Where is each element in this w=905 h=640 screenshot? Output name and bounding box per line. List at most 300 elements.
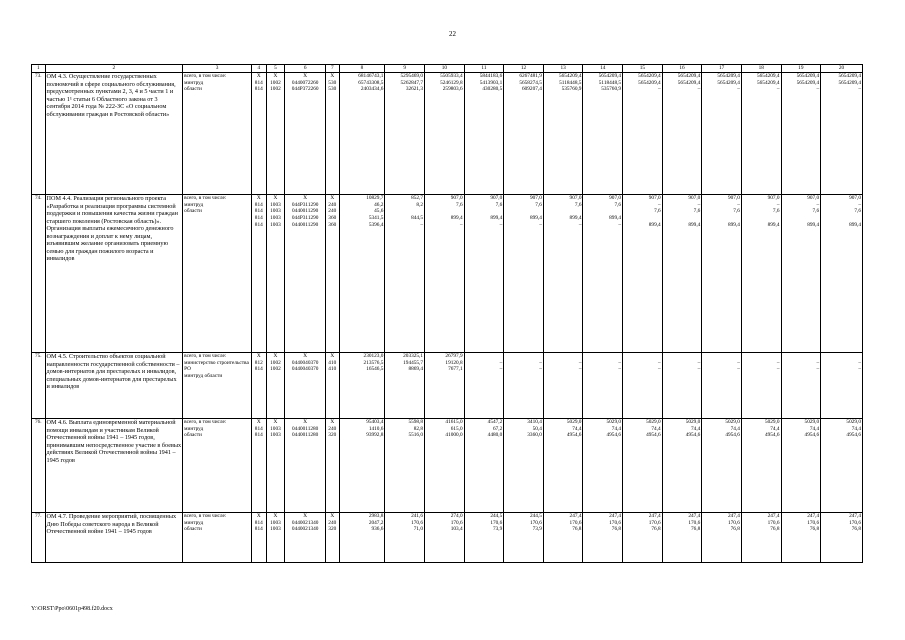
cell-line: 7677,1	[448, 366, 463, 373]
cell-line: 26797,9	[445, 353, 463, 359]
cell-line: Х	[256, 73, 261, 79]
cell-line	[743, 353, 780, 360]
cell-line: 899,4	[688, 221, 701, 228]
cell-line: 7,6	[693, 208, 701, 215]
amount-cell	[583, 195, 623, 353]
cell-line: 213576,5	[363, 359, 384, 366]
cell-line: 74,4	[611, 425, 622, 432]
cell-line: 4480,0	[487, 432, 503, 439]
cell-line	[386, 208, 423, 215]
cell-line: 7,6	[733, 208, 740, 215]
cell-line: 73,9	[532, 526, 542, 533]
cell-line: Х	[256, 513, 261, 519]
cell-line: –	[737, 86, 740, 93]
cell-line	[783, 215, 820, 222]
cell-line: –	[816, 359, 820, 366]
amount-cell	[623, 353, 663, 419]
cell-line: 4954,6	[846, 432, 861, 439]
cell-line: 8869,4	[408, 366, 424, 373]
cell-line: 50,4	[532, 425, 542, 432]
cell-line	[466, 208, 503, 215]
cell-line: 7,6	[614, 201, 622, 208]
column-header: 9	[385, 65, 425, 73]
cell-line: 899,4	[648, 221, 661, 228]
column-header: 4	[251, 65, 266, 73]
cell-line: 74,4	[809, 425, 820, 432]
cell-line: Х	[330, 73, 335, 79]
cell-line	[545, 353, 582, 360]
cell-line: 1003	[270, 201, 281, 208]
cell-line: 4954,6	[804, 432, 820, 439]
table-row	[32, 73, 863, 195]
amount-cell	[702, 195, 742, 353]
amount-cell	[339, 73, 385, 195]
cell-line: 1410,6	[368, 425, 384, 432]
column-header: 17	[702, 65, 742, 73]
cell-line: –	[776, 359, 780, 366]
cell-line: 5413903,1	[479, 79, 503, 86]
cell-line: 10829,7	[366, 195, 384, 201]
amount-cell	[702, 513, 742, 563]
cell-line: 5654209,4	[838, 73, 861, 79]
header-row	[32, 65, 863, 73]
cell-line: 45,6	[374, 208, 384, 215]
cell-line: Х	[256, 353, 261, 359]
cell-line	[584, 353, 621, 360]
amount-cell	[543, 195, 583, 353]
target-article-code	[285, 353, 326, 419]
amount-cell	[464, 73, 504, 195]
amount-cell	[623, 419, 663, 513]
grbs-code	[251, 195, 266, 353]
cell-line: 32621,3	[405, 86, 424, 93]
cell-line: 4954,6	[566, 432, 582, 439]
cell-line: 530	[328, 86, 337, 93]
measure-name: ОМ 4.6. Выплата единовременной материальной помощи инвалидам и участникам Великой Отечественной войны 1941 – 1945 годов, принимавшим непосредственное участие в боевых действиях Великой Отечественной войны 1941 – 1945 годов	[45, 419, 183, 513]
cell-line: –	[539, 359, 542, 366]
cell-line: 852,7	[411, 195, 424, 201]
cell-line: –	[858, 366, 861, 373]
cell-line: Х	[330, 513, 335, 519]
amount-cell	[583, 513, 623, 563]
amount-cell	[781, 513, 821, 563]
cell-line: министерство строительства РО	[184, 359, 249, 373]
table-row	[32, 419, 863, 513]
cell-line: области	[184, 526, 202, 533]
amount-cell	[464, 353, 504, 419]
column-header: 11	[464, 65, 504, 73]
cell-line: 76,8	[851, 526, 861, 533]
column-header: 1	[32, 65, 46, 73]
cell-line: 814	[254, 526, 263, 533]
measure-name: ПОМ 4.4. Реализация регионального проекта «Разработка и реализация программы системной поддержки и повышения качества жизни граждан старшего поколения (Ростовская область)». Организация выплаты ежемесячного денежного вознаграждения и доплат к нему лицам, изъявившим желание организовать приемную семью для граждан пожилого возраста и инвалидов	[45, 195, 183, 353]
cell-line: –	[697, 366, 701, 373]
cell-line: 71,0	[413, 526, 424, 533]
cell-line: 907,0	[609, 195, 622, 201]
amount-cell	[339, 513, 385, 563]
cell-line: 2047,2	[368, 519, 384, 526]
cell-line	[743, 215, 780, 222]
cell-line: Х	[330, 419, 335, 425]
cell-line: 907,0	[569, 195, 582, 201]
amount-cell	[702, 73, 742, 195]
executor-cell	[183, 73, 252, 195]
amount-cell	[623, 195, 663, 353]
cell-line: 5844183,6	[479, 73, 503, 79]
row-number: 76.	[32, 419, 46, 513]
cell-line: 240	[328, 201, 337, 208]
cell-line: 814	[254, 208, 263, 215]
cell-line: 0440011290	[292, 208, 319, 215]
cell-line: 5654209,4	[677, 73, 701, 79]
cell-line: 247,4	[569, 513, 582, 519]
amount-cell	[662, 73, 702, 195]
amount-cell	[385, 513, 425, 563]
cell-line: 3410,4	[527, 419, 542, 425]
column-header: 10	[425, 65, 465, 73]
cell-line: 93992,8	[366, 432, 384, 439]
column-header: 8	[339, 65, 385, 73]
cell-line: 170,6	[529, 519, 542, 526]
cell-line: 244,5	[529, 513, 542, 519]
column-header: 14	[583, 65, 623, 73]
cell-line: 247,4	[648, 513, 661, 519]
table-row	[32, 513, 863, 563]
cell-line: –	[816, 86, 820, 93]
cell-line: 814	[254, 221, 263, 228]
cell-line: 240	[328, 519, 337, 526]
executor-cell	[183, 419, 252, 513]
cell-line: 2983,8	[368, 513, 384, 519]
cell-line: 1002	[270, 86, 281, 93]
cell-line: 1003	[270, 221, 281, 228]
cell-line: 1003	[270, 526, 281, 533]
cell-line: области	[184, 432, 202, 439]
cell-line: минтруд	[184, 519, 204, 526]
cell-line: 170,6	[727, 519, 740, 526]
cell-line: 170,6	[490, 519, 503, 526]
cell-line: 170,6	[849, 519, 861, 526]
cell-line: 5029,0	[725, 419, 740, 425]
row-number: 75.	[32, 353, 46, 419]
cell-line: 5654209,4	[757, 79, 780, 86]
cell-line: 244,5	[490, 513, 503, 519]
cell-line	[184, 222, 250, 229]
expense-type-code	[326, 195, 340, 353]
cell-line: 814	[254, 201, 263, 208]
amount-cell	[385, 195, 425, 353]
cell-line: Х	[303, 353, 308, 359]
amount-cell	[425, 353, 465, 419]
cell-line: 5654209,4	[677, 79, 701, 86]
cell-line: 8,2	[416, 201, 424, 208]
cell-line: 95403,4	[366, 419, 384, 425]
amount-cell	[702, 419, 742, 513]
executor-cell	[183, 195, 252, 353]
cell-line: 82,8	[413, 425, 424, 432]
cell-line: 044Р311290	[291, 201, 319, 208]
section-code	[266, 73, 285, 195]
cell-line: 41615,0	[445, 419, 463, 425]
cell-line	[783, 353, 820, 360]
cell-line: –	[816, 366, 820, 373]
cell-line: 5516,0	[408, 432, 424, 439]
amount-cell	[583, 73, 623, 195]
cell-line: –	[697, 201, 701, 208]
cell-line: 814	[254, 79, 263, 86]
column-header: 3	[183, 65, 252, 73]
cell-line: 5029,0	[606, 419, 622, 425]
cell-line: Х	[303, 73, 308, 79]
cell-line: 76,8	[691, 526, 701, 533]
amount-cell	[385, 73, 425, 195]
cell-line: минтруд	[184, 79, 204, 86]
target-article-code	[285, 419, 326, 513]
cell-line: 5396,4	[368, 221, 384, 228]
measure-name: ОМ 4.3. Осуществление государственных полномочий в сфере социального обслуживания, предусмотренных пунктами 2, 3, 4 и 5 части 1 и частью 1¹ статьи 6 Областного закона от 3 сентября 2014 года № 222-ЗС «О социальном обслуживании граждан в Ростовской области»	[45, 73, 183, 195]
cell-line: 320	[328, 432, 337, 439]
cell-line: 68146743,1	[358, 73, 384, 79]
expense-type-code	[326, 73, 340, 195]
cell-line: 74,4	[651, 425, 661, 432]
cell-line: 0440011290	[292, 221, 319, 228]
expense-type-code	[326, 419, 340, 513]
cell-line: 814	[254, 432, 263, 439]
cell-line: 410	[328, 359, 337, 366]
cell-line: –	[737, 366, 740, 373]
cell-line: 19120,8	[445, 359, 463, 366]
cell-line: 530	[328, 79, 337, 86]
cell-line: 247,4	[727, 513, 740, 519]
cell-line	[703, 215, 740, 222]
cell-line: –	[499, 366, 503, 373]
cell-line: 3360,0	[527, 432, 542, 439]
amount-cell	[821, 195, 863, 353]
cell-line: 203325,1	[403, 353, 424, 359]
cell-line: 1003	[270, 432, 281, 439]
expense-type-code	[326, 353, 340, 419]
cell-line: 936,6	[371, 526, 384, 533]
amount-cell	[425, 419, 465, 513]
cell-line: 1003	[270, 425, 281, 432]
cell-line: 907,0	[849, 195, 861, 201]
cell-line: 907,0	[490, 195, 503, 201]
amount-cell	[821, 353, 863, 419]
cell-line: 259803,6	[442, 86, 463, 93]
cell-line: 76,8	[651, 526, 661, 533]
cell-line	[822, 353, 861, 360]
row-number: 77.	[32, 513, 46, 563]
amount-cell	[464, 419, 504, 513]
cell-line: 5262847,7	[400, 79, 424, 86]
table-row	[32, 195, 863, 353]
cell-line: Х	[330, 195, 335, 201]
cell-line: 170,6	[411, 519, 424, 526]
cell-line: 2403434,6	[360, 86, 384, 93]
cell-line: 170,6	[609, 519, 622, 526]
cell-line: 0440021340	[291, 519, 319, 526]
cell-line: 0440011280	[292, 432, 319, 439]
cell-line: 814	[254, 215, 263, 222]
cell-line: 430280,5	[482, 86, 503, 93]
amount-cell	[781, 419, 821, 513]
cell-line: 16546,5	[366, 366, 384, 373]
cell-line: 5654209,4	[638, 79, 661, 86]
cell-line: 76,8	[572, 526, 582, 533]
cell-line: 7,6	[495, 201, 503, 208]
cell-line: 170,6	[450, 519, 463, 526]
amount-cell	[741, 419, 781, 513]
cell-line: 0440011280	[292, 425, 319, 432]
cell-line: –	[578, 359, 582, 366]
amount-cell	[583, 353, 623, 419]
cell-line: 907,0	[450, 195, 463, 201]
cell-line: 74,4	[851, 425, 861, 432]
cell-line: Х	[273, 353, 278, 359]
cell-line: 170,6	[807, 519, 820, 526]
cell-line: 7,6	[574, 201, 582, 208]
grbs-code	[251, 513, 266, 563]
cell-line: 5654209,4	[638, 73, 661, 79]
cell-line: всего, в том числе:	[184, 353, 227, 359]
cell-line	[624, 215, 661, 222]
measure-name: ОМ 4.5. Строительство объектов социальной направленности государственной собственности – домов-интернатов для престарелых и инвалидов, специальных домов-интернатов для престарелых и инвалидов	[45, 353, 183, 419]
cell-line: 74,4	[572, 425, 582, 432]
cell-line: 5118448,5	[559, 79, 582, 86]
amount-cell	[583, 419, 623, 513]
cell-line: 247,4	[807, 513, 820, 519]
cell-line: 73,9	[492, 526, 503, 533]
target-article-code	[285, 195, 326, 353]
cell-line: 812	[254, 359, 263, 366]
cell-line: 899,4	[727, 221, 740, 228]
section-code	[266, 353, 285, 419]
cell-line: 5341,5	[368, 215, 384, 222]
cell-line: области	[184, 86, 202, 93]
amount-cell	[781, 73, 821, 195]
cell-line: 535760,9	[561, 86, 582, 93]
cell-line: –	[618, 366, 622, 373]
cell-line: –	[578, 366, 582, 373]
cell-line: –	[618, 221, 622, 228]
cell-line: Х	[256, 419, 261, 425]
row-number: 73.	[32, 73, 46, 195]
cell-line: 247,4	[609, 513, 622, 519]
cell-line	[505, 208, 542, 215]
budget-table	[31, 64, 863, 563]
cell-line	[664, 215, 701, 222]
cell-line	[466, 353, 503, 360]
cell-line: 5654209,4	[796, 79, 820, 86]
cell-line: 247,4	[767, 513, 780, 519]
cell-line: 240	[328, 208, 337, 215]
cell-line: –	[578, 221, 582, 228]
cell-line: 76,8	[809, 526, 820, 533]
cell-line: 5654209,4	[796, 73, 820, 79]
cell-line: 7,6	[456, 201, 463, 208]
cell-line: 5654209,4	[558, 73, 582, 79]
cell-line: 044Р311290	[291, 215, 319, 222]
column-header: 13	[543, 65, 583, 73]
cell-line: 74,4	[691, 425, 701, 432]
cell-line: 899,4	[767, 221, 780, 228]
cell-line: 907,0	[529, 195, 542, 201]
executor-cell	[183, 513, 252, 563]
executor-cell	[183, 353, 252, 419]
amount-cell	[662, 513, 702, 563]
cell-line: всего, в том числе:	[184, 419, 227, 425]
cell-line: 899,4	[609, 215, 622, 222]
section-code	[266, 513, 285, 563]
amount-cell	[504, 513, 544, 563]
cell-line: Х	[303, 513, 308, 519]
cell-line: 274,0	[450, 513, 463, 519]
cell-line: 7,6	[854, 208, 861, 215]
amount-cell	[543, 419, 583, 513]
grbs-code	[251, 73, 266, 195]
cell-line: 103,4	[450, 526, 463, 533]
target-article-code	[285, 513, 326, 563]
cell-line: 4954,6	[685, 432, 701, 439]
amount-cell	[464, 195, 504, 353]
cell-line: 170,6	[767, 519, 780, 526]
cell-line	[822, 215, 861, 222]
cell-line: Х	[273, 73, 278, 79]
cell-line: 74,4	[770, 425, 780, 432]
cell-line: 907,0	[688, 195, 701, 201]
cell-line: 899,4	[569, 215, 582, 222]
table-row	[32, 353, 863, 419]
amount-cell	[662, 353, 702, 419]
cell-line: –	[658, 366, 661, 373]
cell-line: 170,6	[648, 519, 661, 526]
amount-cell	[543, 513, 583, 563]
cell-line: 7,6	[772, 208, 780, 215]
cell-line: 5029,0	[566, 419, 582, 425]
amount-cell	[821, 73, 863, 195]
column-header: 2	[45, 65, 183, 73]
cell-line: 844,5	[411, 215, 424, 222]
cell-line: 7,6	[535, 201, 542, 208]
cell-line	[664, 353, 701, 360]
cell-line: 4954,6	[606, 432, 622, 439]
amount-cell	[425, 513, 465, 563]
cell-line: 76,8	[770, 526, 780, 533]
cell-line: –	[737, 359, 740, 366]
cell-line: 5029,0	[804, 419, 820, 425]
cell-line: всего, в том числе:	[184, 513, 227, 519]
cell-line: 5654209,4	[717, 79, 740, 86]
cell-line: 899,4	[849, 221, 861, 228]
cell-line: 5029,0	[685, 419, 701, 425]
cell-line: 247,4	[849, 513, 861, 519]
cell-line: 1002	[270, 359, 281, 366]
measure-name: ОМ 4.7. Проведение мероприятий, посвященных Дню Победы советского народа в Великой Отечественной войне 1941 – 1945 годов	[45, 513, 183, 563]
cell-line: 65743308,5	[358, 79, 384, 86]
amount-cell	[741, 73, 781, 195]
cell-line: –	[858, 359, 861, 366]
amount-cell	[385, 353, 425, 419]
cell-line: 5505933,4	[440, 73, 463, 79]
cell-line: 6267481,9	[519, 73, 542, 79]
amount-cell	[425, 73, 465, 195]
cell-line: 1002	[270, 366, 281, 373]
expense-type-code	[326, 513, 340, 563]
cell-line: 7,6	[654, 208, 661, 215]
cell-line: 74,4	[730, 425, 740, 432]
cell-line: 615,0	[450, 425, 463, 432]
cell-line: 907,0	[767, 195, 780, 201]
